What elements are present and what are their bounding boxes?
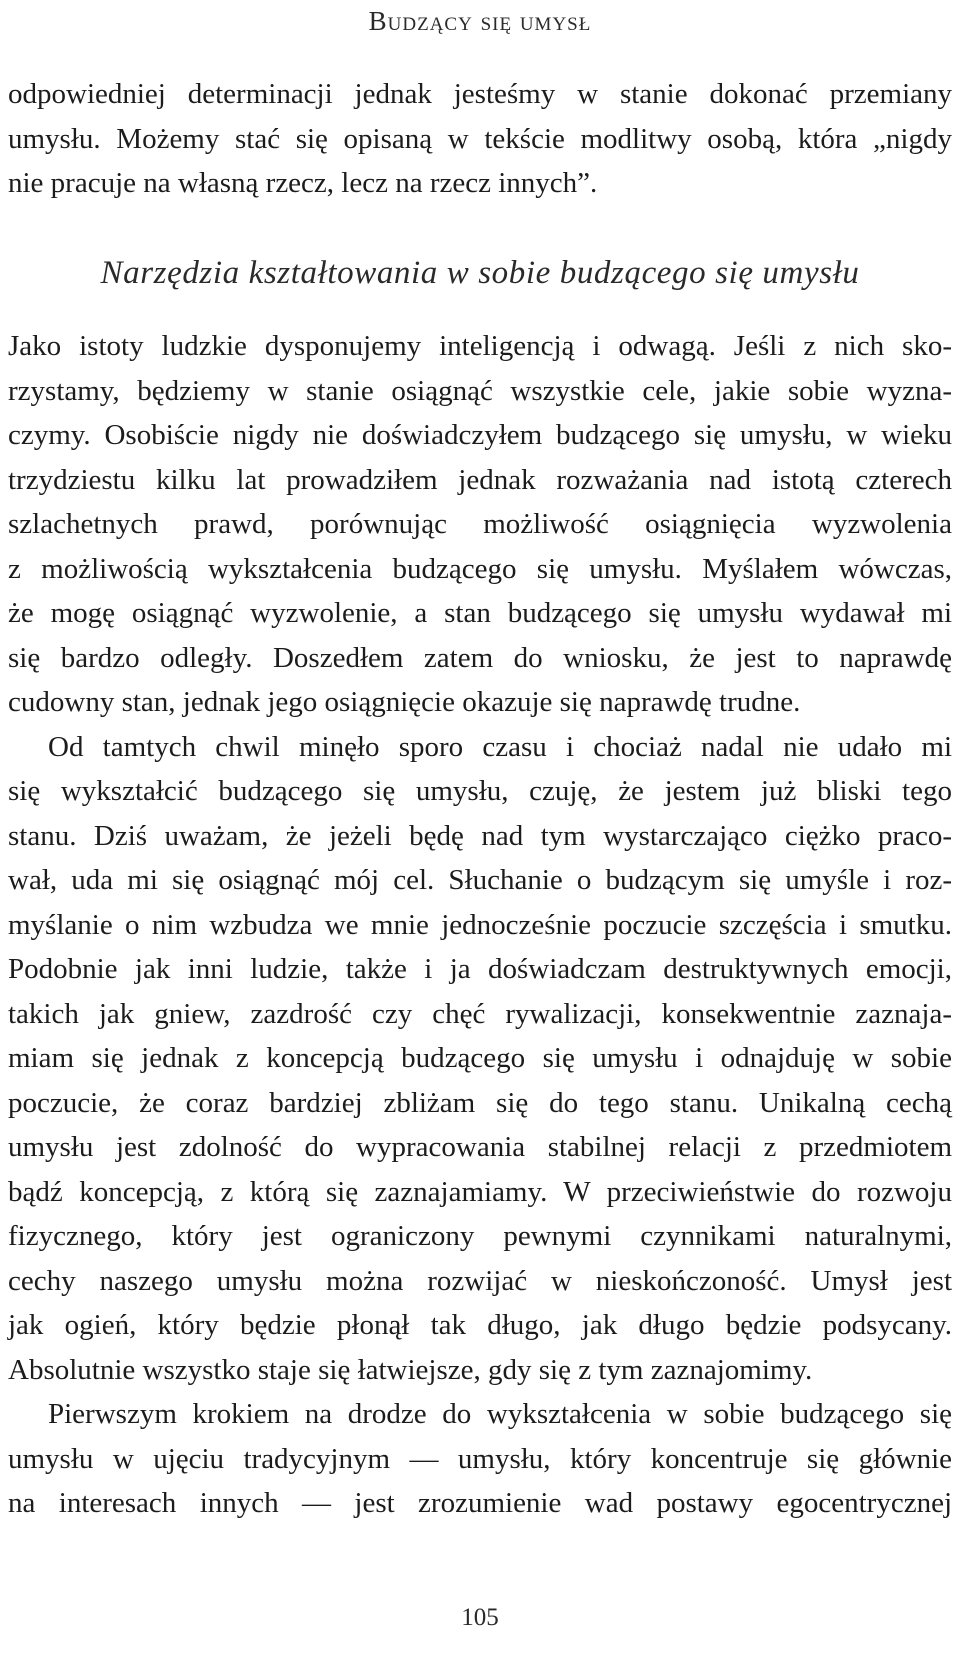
text-line: umysłu. Możemy stać się opisaną w tekście modlitwy osobą, która „nigdy <box>8 122 952 155</box>
text-line: się wykształcić budzącego się umysłu, czuję, że jestem już bliski tego <box>8 775 952 807</box>
text-line: fizycznego, który jest ograniczony pewnymi czynnikami naturalnymi, <box>8 1220 952 1252</box>
section-heading: Narzędzia kształtowania w sobie budzącego się umysłu <box>100 255 860 291</box>
main-text <box>8 324 952 1526</box>
text-line: rzystamy, będziemy w stanie osiągnąć wszystkie cele, jakie sobie wyzna- <box>8 374 952 407</box>
text-line: miam się jednak z koncepcją budzącego się umysłu i odnajduję w sobie <box>8 1042 952 1074</box>
paragraph-1 <box>8 324 952 725</box>
text-line: stanu. Dziś uważam, że jeżeli będę nad tym wystarczająco ciężko praco- <box>8 819 952 852</box>
text-line: umysłu jest zdolność do wypracowania stabilnej relacji z przedmiotem <box>8 1131 952 1163</box>
text-line: takich jak gniew, zazdrość czy chęć rywalizacji, konsekwentnie zaznaja- <box>8 997 952 1030</box>
continued-paragraph <box>8 72 952 206</box>
running-head: Budzący się umysł <box>368 6 592 36</box>
text-line: Absolutnie wszystko staje się łatwiejsze, gdy się z tym zaznajomimy. <box>8 1353 813 1386</box>
text-line: czymy. Osobiście nigdy nie doświadczyłem budzącego się umysłu, w wieku <box>8 419 952 451</box>
text-line: trzydziestu kilku lat prowadziłem jednak rozważania nad istotą czterech <box>8 463 952 496</box>
text-line: myślanie o nim wzbudza we mnie jednocześnie poczucie szczęścia i smutku. <box>8 908 952 941</box>
text-line: wał, uda mi się osiągnąć mój cel. Słuchanie o budzącym się umyśle i roz- <box>8 864 952 896</box>
text-line: Pierwszym krokiem na drodze do wykształcenia w sobie budzącego się <box>48 1398 952 1430</box>
paragraph-2 <box>8 725 952 1393</box>
text-line: że mogę osiągnąć wyzwolenie, a stan budzącego się umysłu wydawał mi <box>8 597 952 629</box>
text-line: Podobnie jak inni ludzie, także i ja doświadczam destruktywnych emocji, <box>8 953 952 985</box>
text-line: cechy naszego umysłu można rozwijać w nieskończoność. Umysł jest <box>8 1264 952 1297</box>
text-line: Jako istoty ludzkie dysponujemy inteligencją i odwagą. Jeśli z nich sko- <box>8 330 952 362</box>
text-line: nie pracuje na własną rzecz, lecz na rzecz innych”. <box>8 167 598 199</box>
text-line: umysłu w ujęciu tradycyjnym — umysłu, który koncentruje się głównie <box>8 1442 952 1475</box>
text-line: odpowiedniej determinacji jednak jesteśmy w stanie dokonać przemiany <box>8 78 952 110</box>
text-line: szlachetnych prawd, porównując możliwość osiągnięcia wyzwolenia <box>8 508 952 540</box>
text-line: z możliwością wykształcenia budzącego się umysłu. Myślałem wówczas, <box>8 552 952 585</box>
text-line: cudowny stan, jednak jego osiągnięcie okazuje się naprawdę trudne. <box>8 686 801 718</box>
text-line: na interesach innych — jest zrozumienie wad postawy egocentrycznej <box>8 1487 952 1519</box>
paragraph-3 <box>8 1392 952 1526</box>
text-line: bądź koncepcją, z którą się zaznajamiamy. W przeciwieństwie do rozwoju <box>8 1175 952 1208</box>
text-line: Od tamtych chwil minęło sporo czasu i chociaż nadal nie udało mi <box>48 730 952 763</box>
text-line: się bardzo odległy. Doszedłem zatem do wniosku, że jest to naprawdę <box>8 641 952 674</box>
text-line: jak ogień, który będzie płonął tak długo, jak długo będzie podsycany. <box>8 1309 952 1341</box>
page-number: 105 <box>461 1604 499 1631</box>
text-line: poczucie, że coraz bardziej zbliżam się do tego stanu. Unikalną cechą <box>8 1086 952 1119</box>
